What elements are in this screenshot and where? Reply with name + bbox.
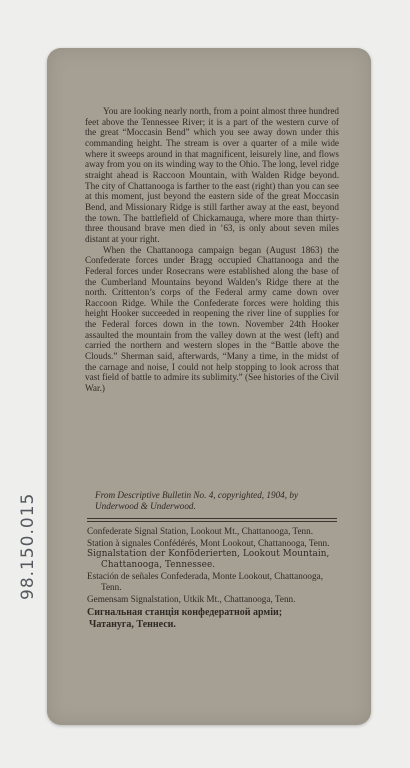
caption-spanish: Estación de señales Confederada, Monte Lookout, Chattanooga, Tenn. bbox=[87, 571, 323, 592]
caption-russian bbox=[87, 607, 341, 631]
description-paragraph-1: You are looking nearly north, from a point almost three hundred feet above the Tennessee River; it is a part of the western curve of the great “Moccasin Bend” which you see away down under this commanding height. The stream is over a quarter of a mile wide where it sweeps around in that magnificent, leisurely line, and flows away from you on its winding way to the Ohio. The long, level ridge straight ahead is Raccoon Mountain, with Walden Ridge beyond. The city of Chattanooga is farther to the east (right) than you can see at this moment, just beyond the eastern side of the great Moccasin Bend, and Missionary Ridge is still farther away at the east, beyond the town. The battlefield of Chickamauga, where more than thirty-three thousand brave men died in ’63, is only about seven miles distant at your right. bbox=[85, 106, 339, 244]
caption-russian-line-2: Чатануга, Теннеси. bbox=[89, 619, 176, 631]
description-text bbox=[85, 106, 339, 394]
divider-rule bbox=[87, 521, 337, 522]
caption-german: Signalstation der Konföderierten, Lookout Mountain, Chattanooga, Tennessee. bbox=[87, 549, 330, 570]
description-paragraph-2: When the Chattanooga campaign began (August 1863) the Confederate forces under Bragg occupied Chattanooga and the Federal forces under Rosecrans were established along the base of the Cumberland Mountains beyond Walden’s Ridge there at the north. Crittenton’s corps of the Federal army came down over Raccoon Ridge. While the Confederate forces were holding this height Hooker succeeded in reopening the river line of supplies for the Federal forces down in the town. November 24th Hooker assaulted the mountain from the valley down at the west (left) and carried the northern and western slopes in the “Battle above the Clouds.” Sherman said, afterwards, “Many a time, in the midst of the carnage and noise, I could not help stopping to look across that vast field of battle to admire its sublimity.” (See histories of the Civil War.) bbox=[85, 244, 339, 394]
catalog-number: 98.150.015 bbox=[18, 492, 38, 600]
caption-swedish: Gemensam Signalstation, Utkik Mt., Chattanooga, Tenn. bbox=[87, 593, 296, 604]
divider-rule bbox=[87, 518, 337, 519]
caption-english: Confederate Signal Station, Lookout Mt., Chattanooga, Tenn. bbox=[87, 526, 314, 536]
multilingual-captions bbox=[87, 526, 341, 632]
caption-french: Station à signales Confédérés, Mont Lookout, Chattanooga, Tenn. bbox=[87, 537, 330, 548]
copyright-credit: From Descriptive Bulletin No. 4, copyrighted, 1904, by Underwood & Underwood. bbox=[95, 490, 299, 511]
caption-russian-line-1: Сигнальная станція конфедератной арміи; bbox=[87, 607, 283, 619]
